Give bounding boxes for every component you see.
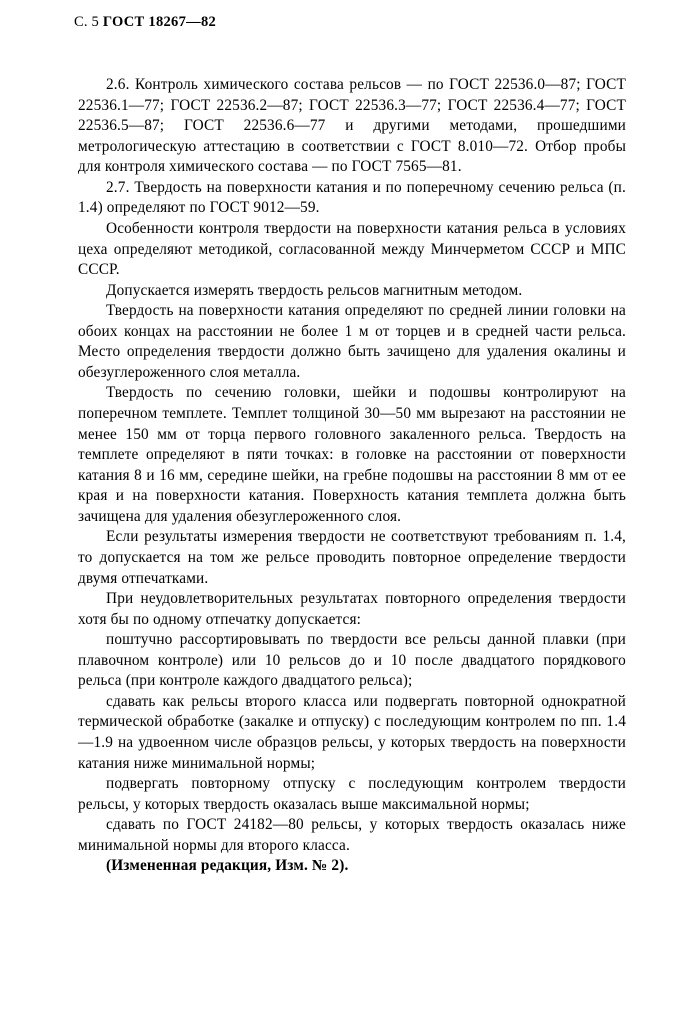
amendment-note: (Измененная редакция, Изм. № 2). (106, 857, 349, 875)
page-number: С. 5 (74, 14, 99, 30)
document-body (78, 75, 626, 877)
paragraph-retempering-option: подвергать повторному отпуску с последующим контролем твердости рельсы, у которых твердость оказалась выше максимальной нормы; (78, 775, 626, 813)
paragraph-2-6: 2.6. Контроль химического состава рельсов — по ГОСТ 22536.0—87; ГОСТ 22536.1—77; ГОСТ 22536.2—87; ГОСТ 22536.3—77; ГОСТ 22536.4—77; ГОСТ 22536.5—87; ГОСТ 22536.6—77 и другими методами, прошедшими метрологическую аттестацию в соответствии с ГОСТ 8.010—72. Отбор пробы для контроля химического состава — по ГОСТ 7565—81. (78, 76, 626, 176)
paragraph-gost-24182-option: сдавать по ГОСТ 24182—80 рельсы, у которых твердость оказалась ниже минимальной нормы для второго класса. (78, 816, 626, 854)
paragraph-magnetic-method: Допускается измерять твердость рельсов магнитным методом. (106, 281, 523, 299)
paragraph-rolling-surface-hardness: Твердость на поверхности катания определяют по средней линии головки на обоих концах на расстоянии не более 1 м от торцев и в средней части рельса. Место определения твердости должно быть зачищено для удаления окалины и обезуглероженного слоя металла. (78, 302, 626, 381)
paragraph-template-hardness: Твердость по сечению головки, шейки и подошвы контролируют на поперечном темплете. Темплет толщиной 30—50 мм вырезают на расстоянии не менее 150 мм от торца первого головного закаленного рельса. Твердость на темплете определяют в пяти точках: в головке на расстоянии от поверхности катания 8 и 16 мм, середине шейки, на гребне подошвы на расстоянии 8 мм от ее края и на поверхности катания. Поверхность катания темплета должна быть зачищена для удаления обезуглероженного слоя. (78, 384, 626, 525)
paragraph-sorting-option: поштучно рассортировывать по твердости все рельсы данной плавки (при плавочном контроле) или 10 рельсов до и 10 после двадцатого порядкового рельса (при контроле каждого двадцатого рельса); (78, 631, 626, 690)
document-standard-id: ГОСТ 18267—82 (102, 14, 217, 30)
paragraph-repeat-measurement: Если результаты измерения твердости не соответствуют требованиям п. 1.4, то допускается на том же рельсе проводить повторное определение твердости двумя отпечатками. (78, 528, 626, 587)
paragraph-hardness-shop-conditions: Особенности контроля твердости на поверхности катания рельса в условиях цеха определяют методикой, согласованной между Минчерметом СССР и МПС СССР. (78, 219, 626, 279)
page-header (74, 14, 216, 31)
paragraph-unsatisfactory-results: При неудовлетворительных результатах повторного определения твердости хотя бы по одному отпечатку допускается: (78, 590, 626, 628)
paragraph-second-class-option: сдавать как рельсы второго класса или подвергать повторной однократной термической обработке (закалке и отпуску) с последующим контролем по пп. 1.4—1.9 на удвоенном числе образцов рельсы, у которых твердость на поверхности катания ниже минимальной нормы; (78, 692, 626, 772)
paragraph-2-7: 2.7. Твердость на поверхности катания и по поперечному сечению рельса (п. 1.4) определяют по ГОСТ 9012—59. (78, 178, 626, 217)
